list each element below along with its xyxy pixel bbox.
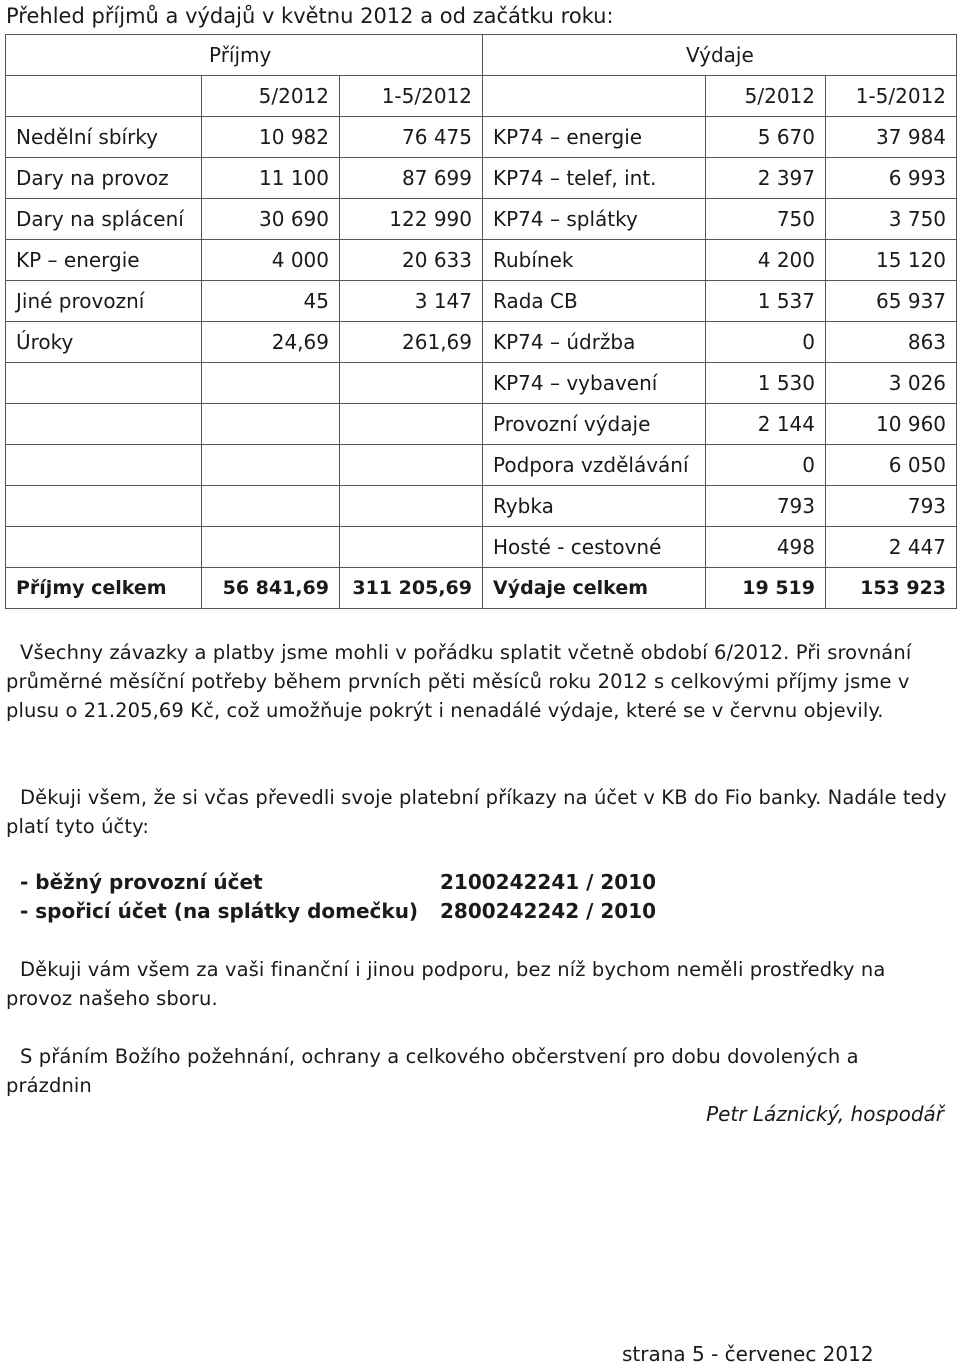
signature: Petr Láznický, hospodář [706,1102,944,1126]
account-label: - běžný provozní účet [20,870,263,894]
income-label-cell: Dary na provoz [6,158,202,199]
income-label-cell: Nedělní sbírky [6,117,202,158]
expense-ytd-cell: 2 447 [826,527,957,568]
income-label-cell [6,363,202,404]
expense-month-cell: 2 397 [706,158,826,199]
table-row [6,322,957,363]
paragraph-summary-text: Všechny závazky a platby jsme mohli v pořádku splatit včetně období 6/2012. Při srovnání průměrné měsíční potřeby během prvních pěti měsíců roku 2012 s celkovými příjmy jsme v plusu o 21.205,69 Kč, což umožňuje pokrýt i nenadálé výdaje, které se v červnu objevily. [6,641,912,722]
table-subheader-row [6,76,957,117]
expense-ytd-cell: 37 984 [826,117,957,158]
table-header-row [6,35,957,76]
income-ytd-cell [340,486,483,527]
expense-label-cell: KP74 – energie [483,117,706,158]
expense-label-cell: KP74 – údržba [483,322,706,363]
total-expense-label-cell: Výdaje celkem [483,568,706,609]
paragraph-support [6,955,950,1013]
expense-ytd-cell: 3 750 [826,199,957,240]
paragraph-summary [6,638,950,725]
income-ytd-cell: 122 990 [340,199,483,240]
expense-month-cell: 2 144 [706,404,826,445]
expense-label-cell: KP74 – vybavení [483,363,706,404]
paragraph-blessing-text: S přáním Božího požehnání, ochrany a celkového občerstvení pro dobu dovolených a prázdnin [6,1045,859,1097]
income-month-cell: 45 [202,281,340,322]
paragraph-blessing [6,1042,950,1100]
total-expense-month-cell: 19 519 [706,568,826,609]
page-title: Přehled příjmů a výdajů v květnu 2012 a od začátku roku: [6,4,614,28]
expense-ytd-cell: 65 937 [826,281,957,322]
expense-month-cell: 1 537 [706,281,826,322]
totals-row [6,568,957,609]
expense-label-cell: Rada CB [483,281,706,322]
income-ytd-cell [340,404,483,445]
income-month-cell [202,363,340,404]
paragraph-thanks-transfer [6,783,950,841]
income-ytd-cell: 261,69 [340,322,483,363]
paragraph-support-text: Děkuji vám všem za vaši finanční i jinou podporu, bez níž bychom neměli prostředky na provoz našeho sboru. [6,958,886,1010]
income-expense-table [5,34,957,609]
table-row [6,404,957,445]
income-header: Příjmy [6,35,483,76]
table-row [6,527,957,568]
expense-month-cell: 793 [706,486,826,527]
expense-label-cell: Provozní výdaje [483,404,706,445]
table-row [6,158,957,199]
expense-label-cell: KP74 – telef, int. [483,158,706,199]
income-month-cell: 10 982 [202,117,340,158]
table-row [6,281,957,322]
income-ytd-cell [340,527,483,568]
expense-ytd-header: 1-5/2012 [826,76,957,117]
expense-month-cell: 5 670 [706,117,826,158]
expense-month-cell: 1 530 [706,363,826,404]
expense-month-cell: 0 [706,322,826,363]
expense-month-cell: 498 [706,527,826,568]
income-month-cell [202,486,340,527]
income-month-header: 5/2012 [202,76,340,117]
income-month-cell: 4 000 [202,240,340,281]
expense-ytd-cell: 3 026 [826,363,957,404]
income-month-cell [202,404,340,445]
income-month-cell [202,527,340,568]
income-label-cell: Dary na splácení [6,199,202,240]
expense-ytd-cell: 863 [826,322,957,363]
table-row [6,445,957,486]
expense-ytd-cell: 15 120 [826,240,957,281]
income-label-cell: Jiné provozní [6,281,202,322]
total-income-ytd-cell: 311 205,69 [340,568,483,609]
income-month-cell: 30 690 [202,199,340,240]
account-row-current [20,868,656,897]
total-expense-ytd-cell: 153 923 [826,568,957,609]
expense-header: Výdaje [483,35,957,76]
income-ytd-cell: 87 699 [340,158,483,199]
expense-ytd-cell: 10 960 [826,404,957,445]
expense-ytd-cell: 6 050 [826,445,957,486]
expense-label-cell: Rybka [483,486,706,527]
expense-ytd-cell: 793 [826,486,957,527]
income-ytd-cell: 76 475 [340,117,483,158]
table-row [6,240,957,281]
expense-month-header: 5/2012 [706,76,826,117]
paragraph-thanks-transfer-text: Děkuji všem, že si včas převedli svoje platební příkazy na účet v KB do Fio banky. Nadále tedy platí tyto účty: [6,786,947,838]
income-month-cell: 11 100 [202,158,340,199]
empty-cell [483,76,706,117]
table-row [6,486,957,527]
account-number: 2100242241 / 2010 [440,870,657,894]
expense-month-cell: 0 [706,445,826,486]
expense-label-cell: Podpora vzdělávání [483,445,706,486]
empty-cell [6,76,202,117]
income-label-cell [6,404,202,445]
table-row [6,363,957,404]
expense-label-cell: Hosté - cestovné [483,527,706,568]
expense-ytd-cell: 6 993 [826,158,957,199]
expense-month-cell: 4 200 [706,240,826,281]
income-label-cell: KP – energie [6,240,202,281]
account-label: - spořicí účet (na splátky domečku) [20,899,419,923]
account-row-savings [20,897,656,926]
total-income-month-cell: 56 841,69 [202,568,340,609]
income-month-cell [202,445,340,486]
expense-month-cell: 750 [706,199,826,240]
income-label-cell [6,527,202,568]
income-ytd-cell [340,445,483,486]
income-ytd-header: 1-5/2012 [340,76,483,117]
income-ytd-cell [340,363,483,404]
income-month-cell: 24,69 [202,322,340,363]
total-income-label-cell: Příjmy celkem [6,568,202,609]
income-label-cell [6,486,202,527]
income-label-cell: Úroky [6,322,202,363]
expense-label-cell: KP74 – splátky [483,199,706,240]
table-row [6,199,957,240]
table-row [6,117,957,158]
page-footer: strana 5 - červenec 2012 [622,1342,874,1366]
income-label-cell [6,445,202,486]
expense-label-cell: Rubínek [483,240,706,281]
income-ytd-cell: 3 147 [340,281,483,322]
income-ytd-cell: 20 633 [340,240,483,281]
account-number: 2800242242 / 2010 [440,899,657,923]
